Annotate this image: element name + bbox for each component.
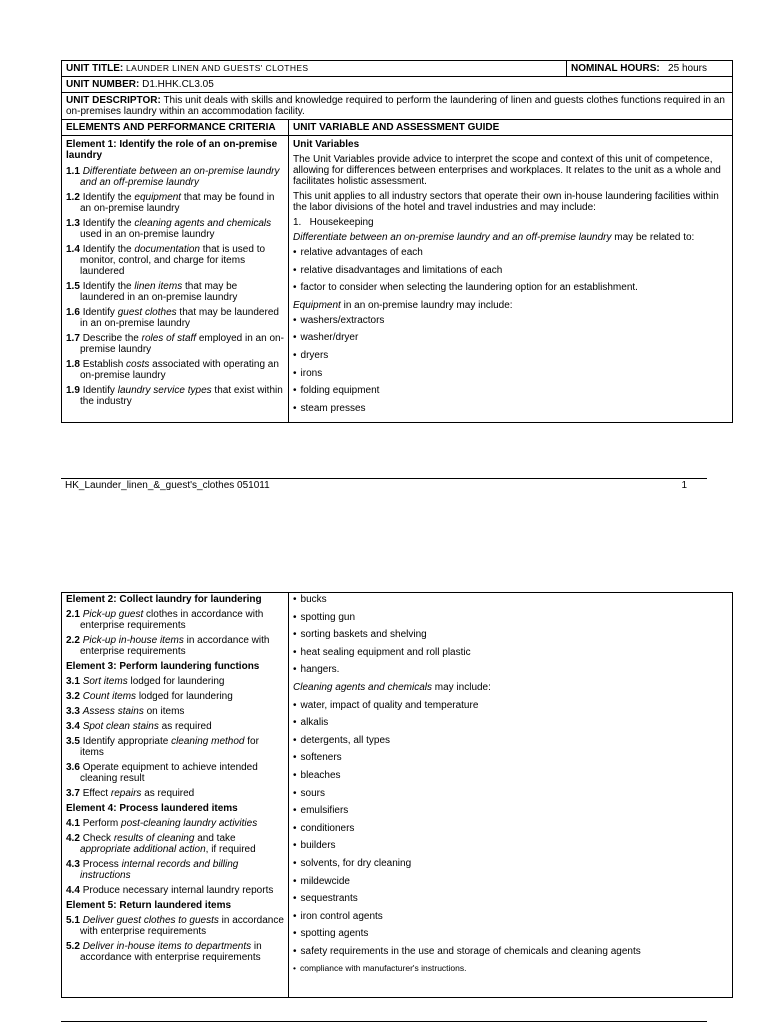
unit-table-page-1 — [61, 60, 732, 423]
criterion-number: 1.9 — [66, 385, 80, 396]
element-heading: Element 1: Identify the role of an on-premise laundry — [66, 139, 278, 161]
bullet-item: • steam presses — [293, 403, 728, 414]
criterion-text: Establish — [82, 359, 127, 370]
criterion-number: 2.1 — [66, 609, 80, 620]
criterion-number: 3.7 — [66, 788, 80, 799]
criterion-term: guest clothes — [117, 307, 177, 318]
cleaning-agents-intro — [293, 682, 728, 693]
bullet-item: • spotting agents — [293, 928, 728, 939]
criteria-list — [66, 166, 284, 407]
bullet-item: • safety requirements in the use and storage of chemicals and cleaning agents — [293, 946, 728, 957]
criterion-term: Sort items — [82, 676, 128, 687]
footer-doc-name: HK_Launder_linen_&_guest's_clothes 051011 — [65, 480, 270, 491]
bullet-item: • sours — [293, 788, 728, 799]
performance-criterion — [66, 635, 284, 657]
unit-descriptor-text: This unit deals with skills and knowledge required to perform the laundering of linen and guests clothes functions required in an on-premises laundry within an accommodation facility. — [66, 95, 725, 117]
differentiate-tail: may be related to: — [611, 232, 695, 243]
criterion-number: 4.3 — [66, 859, 80, 870]
criterion-term: costs — [126, 359, 150, 370]
unit-number-value: D1.HHK.CL3.05 — [142, 79, 214, 90]
differentiate-intro — [293, 232, 728, 243]
performance-criterion — [66, 385, 284, 407]
criterion-text: Check — [82, 833, 114, 844]
criterion-number: 4.4 — [66, 885, 80, 896]
bullet-item: • water, impact of quality and temperature — [293, 700, 728, 711]
bullet-item: • folding equipment — [293, 385, 728, 396]
nominal-hours-value: 25 hours — [668, 63, 707, 74]
performance-criterion — [66, 736, 284, 758]
criterion-number: 3.5 — [66, 736, 80, 747]
element-heading: Element 4: Process laundered items — [66, 803, 238, 814]
criterion-text: Identify the — [82, 192, 135, 203]
criterion-term: Count items — [82, 691, 137, 702]
criterion-term: Assess stains — [82, 706, 144, 717]
criterion-number: 1.2 — [66, 192, 80, 203]
criterion-term: Deliver guest clothes to guests — [82, 915, 219, 926]
criterion-text: clothes in accordance with enterprise requirements — [80, 609, 264, 631]
criterion-text: Describe the — [82, 333, 142, 344]
equipment-bullets — [293, 315, 728, 414]
elements-column — [62, 136, 289, 423]
criterion-term: results of cleaning — [113, 833, 195, 844]
criterion-term: appropriate additional action — [80, 844, 206, 855]
criterion-term: Deliver in-house items to departments — [82, 941, 252, 952]
criterion-text: Produce necessary internal laundry reports — [82, 885, 274, 896]
bullet-item: • sorting baskets and shelving — [293, 629, 728, 640]
criterion-number: 3.3 — [66, 706, 80, 717]
performance-criterion — [66, 166, 284, 188]
performance-criterion — [66, 859, 284, 881]
unit-descriptor-label: UNIT DESCRIPTOR: — [66, 95, 161, 106]
performance-criterion — [66, 359, 284, 381]
criterion-text: as required — [141, 788, 195, 799]
unit-number-label: UNIT NUMBER: — [66, 79, 140, 90]
element-heading: Element 2: Collect laundry for laundering — [66, 594, 262, 605]
performance-criterion — [66, 333, 284, 355]
bullet-item: • detergents, all types — [293, 735, 728, 746]
bullet-item: • bucks — [293, 594, 728, 605]
unit-variables-scope: This unit applies to all industry sectors that operate their own in-house laundering facilities within the labor divisions of the hotel and travel industries and may include: — [293, 191, 719, 213]
unit-title: LAUNDER LINEN AND GUESTS' CLOTHES — [126, 63, 309, 73]
criterion-term: internal records and billing instructions — [80, 859, 239, 881]
criterion-text: for items — [80, 736, 259, 758]
equipment-intro — [293, 300, 728, 311]
criterion-number: 4.1 — [66, 818, 80, 829]
criterion-number: 3.2 — [66, 691, 80, 702]
criterion-text: Identify — [82, 385, 118, 396]
bullet-item: • solvents, for dry cleaning — [293, 858, 728, 869]
criterion-term: documentation — [134, 244, 200, 255]
performance-criterion — [66, 941, 284, 963]
criterion-text: Operate equipment to achieve intended cleaning result — [80, 762, 258, 784]
footer-rule-page-2 — [61, 1021, 707, 1022]
criterion-term: post-cleaning laundry activities — [121, 818, 258, 829]
criterion-term: repairs — [110, 788, 142, 799]
criterion-text: on items — [143, 706, 185, 717]
performance-criterion — [66, 676, 284, 687]
criterion-text: lodged for laundering — [127, 676, 225, 687]
unit-variables-intro: The Unit Variables provide advice to interpret the scope and context of this unit of competence, allowing for differences between enterprises and workplaces. It relates to the unit as a whole and facilitates holistic assessment. — [293, 154, 721, 187]
criterion-number: 5.1 — [66, 915, 80, 926]
criterion-term: equipment — [134, 192, 182, 203]
criterion-text: lodged for laundering — [136, 691, 233, 702]
criterion-text: used in an on-premise laundry — [80, 229, 215, 240]
bullet-item: • dryers — [293, 350, 728, 361]
criterion-text: Process — [82, 859, 122, 870]
performance-criterion — [66, 307, 284, 329]
cleaning-agents-bullets — [293, 700, 728, 957]
footer-page-number: 1 — [681, 480, 687, 491]
criterion-text: that may be found in an on-premise laundry — [80, 192, 275, 214]
criterion-text: that may be laundered in an on-premise laundry — [80, 307, 279, 329]
criterion-term: cleaning agents and chemicals — [134, 218, 272, 229]
bullet-item: • alkalis — [293, 717, 728, 728]
cleaning-agents-tail: may include: — [431, 681, 491, 693]
criterion-number: 3.4 — [66, 721, 80, 732]
criterion-number: 3.6 — [66, 762, 80, 773]
elements-column-continued — [62, 593, 289, 998]
criterion-number: 3.1 — [66, 676, 80, 687]
performance-criterion — [66, 915, 284, 937]
unit-title-cell — [62, 61, 567, 77]
criterion-term: Pick-up guest — [82, 609, 144, 620]
performance-criterion — [66, 762, 284, 784]
unit-variables-column — [289, 136, 733, 423]
footer — [65, 480, 687, 491]
element-heading: Element 3: Perform laundering functions — [66, 661, 260, 672]
criterion-text: Effect — [82, 788, 111, 799]
bullet-item: • softeners — [293, 752, 728, 763]
criterion-text: in accordance with enterprise requirements — [80, 635, 270, 657]
criterion-text: Identify — [82, 307, 118, 318]
unit-variables-heading: Unit Variables — [293, 139, 360, 150]
criterion-term: roles of staff — [141, 333, 197, 344]
bullet-item: • irons — [293, 368, 728, 379]
criterion-number: 5.2 — [66, 941, 80, 952]
performance-criterion — [66, 281, 284, 303]
differentiate-term: Differentiate between an on-premise laundry and an off-premise laundry — [293, 232, 612, 243]
bullet-item: • emulsifiers — [293, 805, 728, 816]
unit-title-label: UNIT TITLE: — [66, 63, 124, 74]
criterion-number: 1.7 — [66, 333, 80, 344]
bullet-item: • compliance with manufacturer's instructions. — [293, 963, 728, 974]
criterion-term: Pick-up in-house items — [82, 635, 184, 646]
criterion-text: that is used to monitor, control, and charge for items laundered — [80, 244, 266, 277]
performance-criterion — [66, 818, 284, 829]
bullet-item: • washer/dryer — [293, 332, 728, 343]
bullet-item: • relative disadvantages and limitations of each — [293, 265, 728, 276]
performance-criterion — [66, 833, 284, 855]
performance-criterion — [66, 691, 284, 702]
element-heading: Element 5: Return laundered items — [66, 900, 232, 911]
criterion-term: Spot clean stains — [82, 721, 159, 732]
criterion-number: 1.8 — [66, 359, 80, 370]
criterion-term: Differentiate between an on-premise laundry and an off-premise laundry — [80, 166, 280, 188]
footer-rule — [61, 478, 707, 479]
performance-criterion — [66, 788, 284, 799]
equipment-tail: in an on-premise laundry may include: — [340, 299, 513, 311]
unit-number-cell — [62, 77, 733, 93]
criterion-text: that may be laundered in an on-premise laundry — [80, 281, 238, 303]
elements-list — [66, 594, 284, 963]
performance-criterion — [66, 244, 284, 277]
bullet-item: • conditioners — [293, 823, 728, 834]
criterion-text: Identify the — [82, 244, 135, 255]
criterion-number: 1.4 — [66, 244, 80, 255]
criterion-number: 1.5 — [66, 281, 80, 292]
equipment-bullets-continued — [293, 594, 728, 675]
criterion-text: employed in an on-premise laundry — [80, 333, 284, 355]
column-heading-elements: ELEMENTS AND PERFORMANCE CRITERIA — [62, 120, 289, 136]
unit-variables-list-item: 1. Housekeeping — [293, 217, 374, 228]
criterion-text: associated with operating an on-premise laundry — [80, 359, 279, 381]
unit-descriptor-cell — [62, 93, 733, 120]
criterion-text: Identify the — [82, 281, 135, 292]
column-heading-variables: UNIT VARIABLE AND ASSESSMENT GUIDE — [289, 120, 733, 136]
bullet-item: • relative advantages of each — [293, 247, 728, 258]
bullet-item: • spotting gun — [293, 612, 728, 623]
nominal-hours-cell — [567, 61, 733, 77]
bullet-item: • bleaches — [293, 770, 728, 781]
performance-criterion — [66, 721, 284, 732]
criterion-text: in accordance with enterprise requirements — [80, 941, 262, 963]
criterion-term: laundry service types — [117, 385, 212, 396]
bullet-item: • heat sealing equipment and roll plastic — [293, 647, 728, 658]
criterion-term: linen items — [134, 281, 183, 292]
criterion-text: as required — [158, 721, 212, 732]
criterion-number: 1.1 — [66, 166, 80, 177]
bullet-item: • mildewcide — [293, 876, 728, 887]
bullet-item: • hangers. — [293, 664, 728, 675]
criterion-number: 1.6 — [66, 307, 80, 318]
criterion-text: Perform — [82, 818, 122, 829]
performance-criterion — [66, 218, 284, 240]
criterion-text: Identify appropriate — [82, 736, 172, 747]
criterion-number: 2.2 — [66, 635, 80, 646]
equipment-term: Equipment — [293, 299, 341, 311]
variables-column-continued — [289, 593, 733, 998]
criterion-text: and take — [194, 833, 236, 844]
nominal-hours-label: NOMINAL HOURS: — [571, 63, 660, 74]
criterion-text: in accordance with enterprise requirements — [80, 915, 284, 937]
bullet-item: • factor to consider when selecting the laundering option for an establishment. — [293, 282, 728, 293]
bullet-item: • sequestrants — [293, 893, 728, 904]
bullet-item: • builders — [293, 840, 728, 851]
criterion-number: 1.3 — [66, 218, 80, 229]
performance-criterion — [66, 885, 284, 896]
cleaning-agents-term: Cleaning agents and chemicals — [293, 681, 432, 693]
performance-criterion — [66, 706, 284, 717]
criterion-term: cleaning method — [171, 736, 245, 747]
bullet-item: • washers/extractors — [293, 315, 728, 326]
performance-criterion — [66, 192, 284, 214]
bullet-item: • iron control agents — [293, 911, 728, 922]
criterion-number: 4.2 — [66, 833, 80, 844]
performance-criterion — [66, 609, 284, 631]
unit-table-page-2 — [61, 592, 732, 998]
criterion-text: Identify the — [82, 218, 135, 229]
differentiate-bullets — [293, 247, 728, 293]
criterion-text: that exist within the industry — [80, 385, 283, 407]
criterion-text: , if required — [205, 844, 256, 855]
